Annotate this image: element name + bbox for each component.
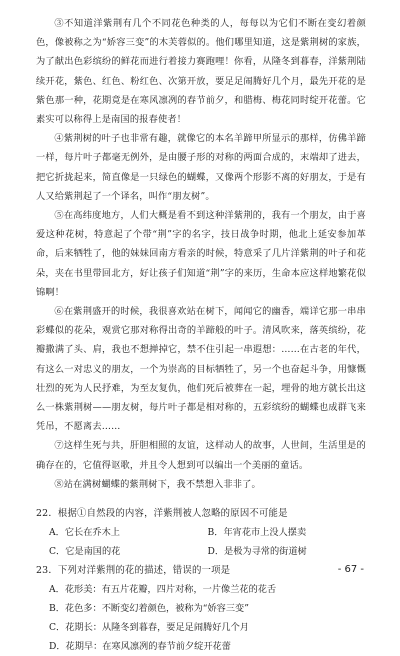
paragraph-5: ⑤在高纬度地方，人们大概是看不到这种洋紫荆的，我有一个朋友，由于喜爱这种花树，特意起了个带“荆”字的名字，技日战争时期，他北上延安参加革命，后来牺牲了，他的妹妹回南方看亲的时候，特意采了几片洋紫荆的叶子和花朵，夹在书里带回北方，好让孩子们知道“荆”字的来历，生命本应这样地繁花似锦啊！ [36, 210, 366, 298]
question-22-stem: 22．根据①自然段的内容，洋紫荆被人忽略的原因不可能是 [36, 508, 288, 520]
paragraph-6: ⑥在紫荆盛开的时候，我很喜欢站在树下，闻闻它的幽香，端详它那一串串彩蝶似的花朵，观赏它那对称得出奇的羊蹄般的叶子。清风吹来，落英缤纷，花瓣撒满了头、肩，我也不想掸掉它，禁不住引起一串遐想：……在古老的年代，有这么一对忠义的朋友，一个为崇高的目标牺牲了，另一个也奋起斗争，用慷慨壮烈的死为人民抒难，为至友复仇，他们死后被葬在一起，埋骨的地方就长出这么一株紫荆树——朋友树，每片叶子都是相对称的，五彩缤纷的蝴蝶也成群飞来凭吊，不愿离去…… [36, 306, 366, 433]
paragraph-4: ④紫荆树的叶子也非常有趣，就像它的本名羊蹄甲所显示的那样，仿佛羊蹄一样，每片叶子都毫无例外，是由腰子形的对称的两面合成的，末端却了进去，把它折拢起来，简直像是一只绿色的蝴蝶，又像两个形影不离的好朋友，于是有人又给紫荆起了一个译名，叫作“朋友树”。 [36, 133, 366, 202]
question-23-stem: 23．下列对洋紫荆的花的描述，错误的一项是 [36, 565, 231, 577]
question-22-options [36, 523, 366, 561]
paragraph-3: ③不知道洋紫荆有几个不同花色种类的人，每每以为它们不断在变幻着颜色，像被称之为“娇容三变”的木芙蓉似的。他们哪里知道，这是紫荆树的家族，为了献出色彩缤纷的鲜花而进行着接力赛跑哩！你看，从隆冬到暮春，洋紫荆陆续开花，紫色、红色、粉红色、次第开放，要足足闹腾好几个月，最先开花的是紫色那一种，花期竟是在寒风凛冽的春节前夕，和腊梅、梅花同时绽开花蕾。它素实可以称得上是南国的报春使者！ [36, 18, 366, 126]
question-22-option-c[interactable]: C．它是南国的花 [49, 546, 121, 558]
question-23-options [36, 580, 366, 656]
question-23-option-d[interactable]: D．花期早：在寒风凛冽的春节前夕绽开花蕾 [49, 641, 231, 653]
question-22-option-b[interactable]: B．年宵花市上没人摆卖 [207, 527, 307, 539]
paragraph-7: ⑦这样生死与共，肝胆相照的友谊，这样动人的故事，人世间，生活里是的确存在的，它值得讴歌，并且令人想到可以编出一个美丽的童话。 [36, 440, 366, 471]
question-23-option-c[interactable]: C．花期长：从隆冬到暮春，要足足闹腾好几个月 [49, 622, 249, 634]
question-23-option-b[interactable]: B．花色多：不断变幻着颜色，被称为“娇容三变” [49, 603, 249, 615]
paragraph-8: ⑧站在满树蝴蝶的紫荆树下，我不禁想入非非了。 [54, 478, 261, 490]
page-number: - 67 - [337, 564, 364, 575]
question-22-option-d[interactable]: D．是极为寻常的街道树 [207, 546, 307, 558]
question-23-option-a[interactable]: A．花形美：有五片花瓣，四片对称，一片像兰花的花舌 [49, 584, 277, 596]
question-22-option-a[interactable]: A．它长在乔木上 [49, 527, 120, 539]
